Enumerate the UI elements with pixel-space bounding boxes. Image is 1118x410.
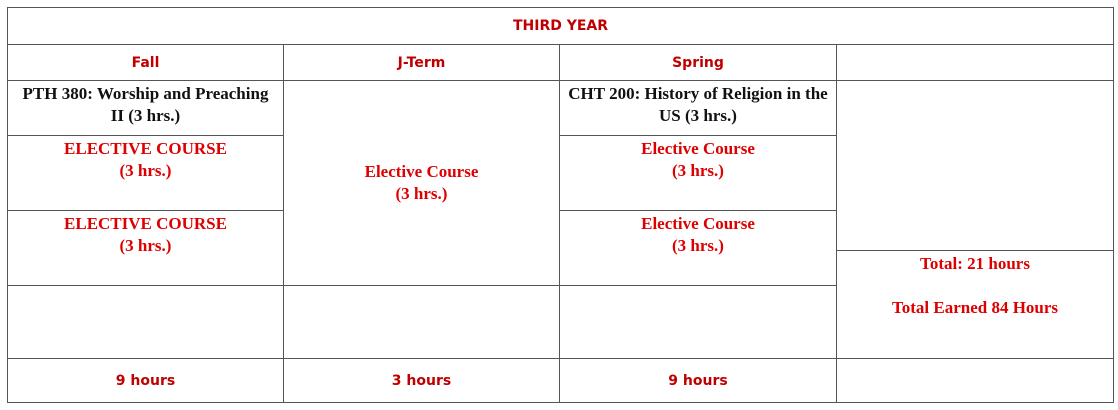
spring-empty-cell xyxy=(284,286,560,359)
fall-course-pth380 xyxy=(8,81,284,136)
course-hours: (3 hrs.) xyxy=(685,106,737,125)
summary-blank-cell xyxy=(837,81,1114,251)
elective-hours: (3 hrs.) xyxy=(119,161,172,180)
total-earned-hours: Total Earned 84 Hours xyxy=(891,298,1059,317)
elective-name: Elective Course xyxy=(641,139,755,158)
elective-name: ELECTIVE COURSE xyxy=(64,139,227,158)
term-header-jterm: J-Term xyxy=(284,45,560,81)
fall-empty-cell xyxy=(8,286,284,359)
course-name: CHT 200: History of Religion in the US xyxy=(568,84,828,125)
jterm-elective-cell xyxy=(284,81,560,286)
summary-totals-cell xyxy=(837,251,1114,359)
spring-elective-2 xyxy=(560,211,837,286)
spring-elective-1 xyxy=(560,136,837,211)
course-hours: (3 hrs.) xyxy=(128,106,181,125)
term-header-spring: Spring xyxy=(560,45,837,81)
elective-hours: (3 hrs.) xyxy=(672,236,724,255)
elective-hours: (3 hrs.) xyxy=(119,236,172,255)
elective-hours: (3 hrs.) xyxy=(395,184,448,203)
fall-total-hours: 9 hours xyxy=(8,359,284,403)
third-year-plan-table xyxy=(7,7,1114,403)
elective-name: Elective Course xyxy=(364,162,479,181)
year-title: THIRD YEAR xyxy=(8,8,1114,45)
term-header-blank xyxy=(837,45,1114,81)
summary-footer-blank xyxy=(837,359,1114,403)
elective-hours: (3 hrs.) xyxy=(672,161,724,180)
elective-name: Elective Course xyxy=(641,214,755,233)
jterm-total-hours: 3 hours xyxy=(284,359,560,403)
total-hours: Total: 21 hours xyxy=(920,254,1030,273)
fall-elective-2 xyxy=(8,211,284,286)
fall-elective-1 xyxy=(8,136,284,211)
elective-name: ELECTIVE COURSE xyxy=(64,214,227,233)
spring-course-cht200 xyxy=(560,81,837,136)
course-name: PTH 380: Worship and Preaching II xyxy=(22,84,269,125)
spring-total-hours: 9 hours xyxy=(560,359,837,403)
term-header-fall: Fall xyxy=(8,45,284,81)
